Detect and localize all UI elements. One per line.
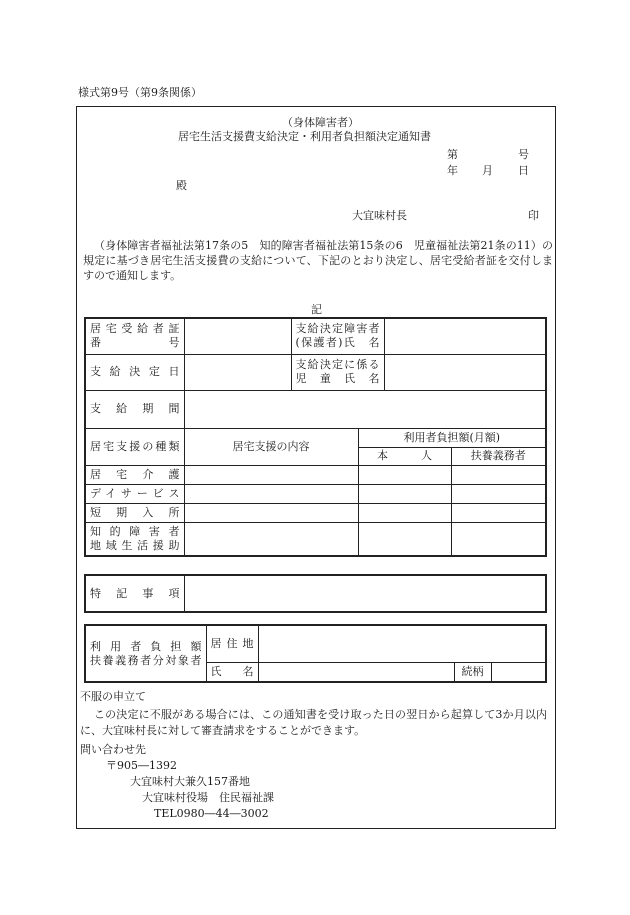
form-number: 様式第9号（第9条関係）: [78, 86, 202, 99]
name-value: [258, 662, 454, 682]
residence-value: [258, 625, 546, 662]
special-notes-label: 特記事項: [85, 575, 184, 612]
service-row-supporter: [451, 465, 546, 484]
body-paragraph: （身体障害者福祉法第17条の5 知的障害者福祉法第15条の6 児童福祉法第21条の11）の規定に基づき居宅生活支援費の支給について、下記のとおり決定し、居宅受給者証を交付しますので通知します。: [83, 239, 553, 282]
form-subtitle: （身体障害者）: [282, 116, 359, 129]
special-notes-table: [84, 574, 547, 613]
contact-office: 大宜味村役場 住民福祉課: [142, 791, 274, 804]
contact-heading: 問い合わせ先: [80, 743, 146, 756]
name-label: 氏 名: [206, 662, 258, 682]
service-row-content: [184, 465, 358, 484]
number-label-dai: 第: [447, 148, 458, 161]
service-type-header: 居宅支援の種類: [85, 428, 184, 465]
child-name-label: 支給決定に係る 児 童 氏 名: [291, 354, 384, 390]
service-content-header: 居宅支援の内容: [184, 428, 358, 465]
cert-number-value: [184, 318, 291, 354]
special-notes-value: [184, 575, 546, 612]
service-row-label: 居宅介護: [85, 465, 184, 484]
cert-number-label: 居宅受給者証 番 号: [85, 318, 184, 354]
decision-date-label: 支給決定日: [85, 354, 184, 390]
number-label-go: 号: [518, 148, 529, 161]
relation-value: [491, 662, 546, 682]
form-title: 居宅生活支援費支給決定・利用者負担額決定通知書: [178, 130, 431, 143]
ki-label: 記: [311, 303, 322, 316]
seal-mark: 印: [528, 209, 539, 222]
service-row-supporter: [451, 522, 546, 556]
residence-label: 居住地: [206, 625, 258, 662]
service-row-self: [358, 522, 451, 556]
period-label: 支給期間: [85, 390, 184, 428]
service-row-label: 知的障害者 地域生活援助: [85, 522, 184, 556]
decision-date-value: [184, 354, 291, 390]
contact-postal: 〒905―1392: [106, 759, 177, 772]
date-day: 日: [518, 164, 529, 177]
contact-tel: TEL0980―44―3002: [154, 807, 269, 820]
decision-person-label: 支給決定障害者 (保護者)氏 名: [291, 318, 384, 354]
issuer-name: 大宜味村長: [352, 209, 407, 222]
date-month: 月: [482, 164, 493, 177]
relation-label: 続柄: [454, 662, 491, 682]
appeal-heading: 不服の申立て: [80, 690, 146, 703]
service-row-label: 短期入所: [85, 503, 184, 522]
service-row-self: [358, 503, 451, 522]
service-row-content: [184, 484, 358, 503]
supporter-target-table: [84, 624, 547, 683]
service-row-supporter: [451, 503, 546, 522]
service-row-supporter: [451, 484, 546, 503]
decision-person-value: [384, 318, 546, 354]
supporter-target-label: 利用者負担額 扶養義務者分対象者: [85, 625, 206, 682]
decision-table: [84, 317, 547, 557]
service-row-self: [358, 484, 451, 503]
service-row-content: [184, 503, 358, 522]
date-year: 年: [447, 164, 458, 177]
contact-address: 大宜味村大兼久157番地: [130, 775, 250, 788]
supporter-header: 扶養義務者: [451, 447, 546, 465]
period-value: [184, 390, 546, 428]
addressee-label: 殿: [176, 179, 187, 192]
appeal-text: この決定に不服がある場合には、この通知書を受け取った日の翌日から起算して3か月以内に、大宜味村長に対して審査請求をすることができます。: [80, 708, 547, 737]
service-row-content: [184, 522, 358, 556]
self-header: 本 人: [358, 447, 451, 465]
service-row-self: [358, 465, 451, 484]
burden-header: 利用者負担額(月額): [358, 428, 546, 447]
child-name-value: [384, 354, 546, 390]
service-row-label: デイサービス: [85, 484, 184, 503]
